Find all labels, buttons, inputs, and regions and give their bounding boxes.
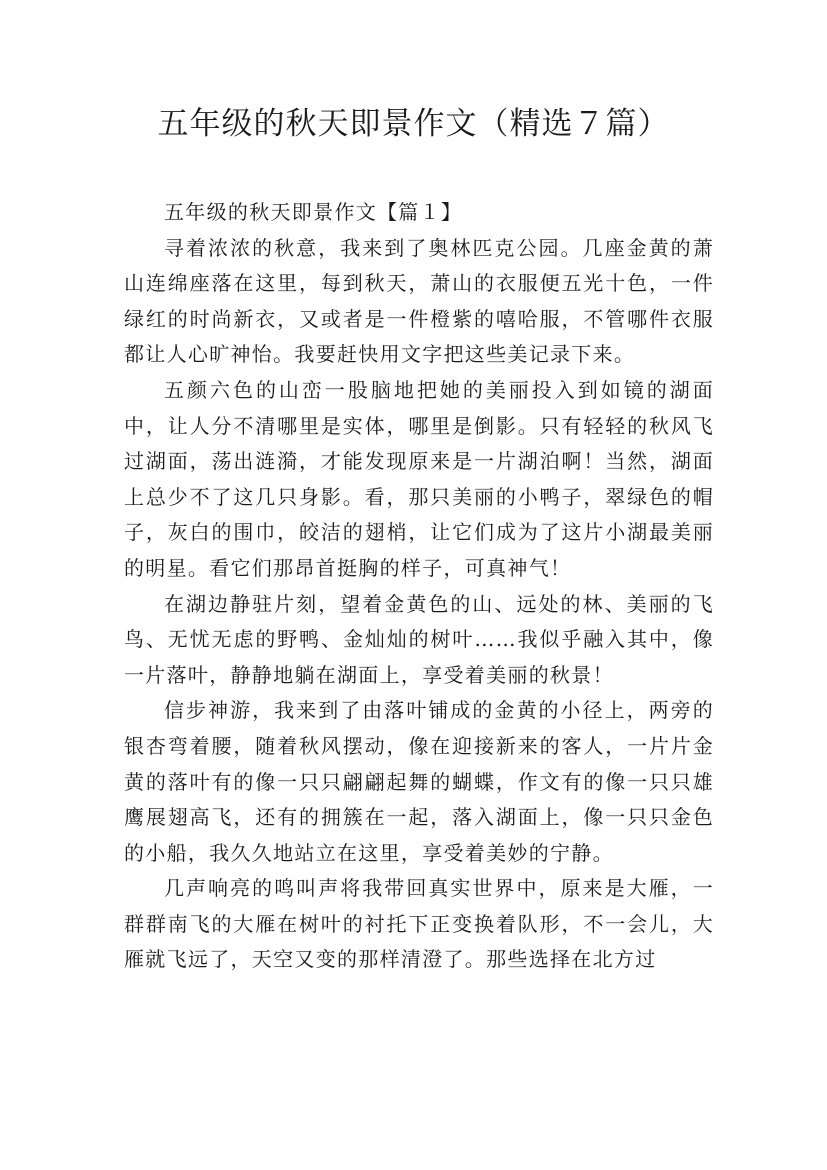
paragraph: 几声响亮的鸣叫声将我带回真实世界中，原来是大雁，一群群南飞的大雁在树叶的衬托下正变换着队形，不一会儿，大雁就飞远了，天空又变的那样清澄了。那些选择在北方过 [124, 876, 714, 972]
paragraph: 信步神游，我来到了由落叶铺成的金黄的小径上，两旁的银杏弯着腰，随着秋风摆动，像在迎接新来的客人，一片片金黄的落叶有的像一只只翩翩起舞的蝴蝶，作文有的像一只只雄鹰展翅高飞，还有的拥簇在一起，落入湖面上，像一只只金色的小船，我久久地站立在这里，享受着美妙的宁静。 [124, 698, 714, 865]
paragraph: 在湖边静驻片刻，望着金黄色的山、远处的林、美丽的飞鸟、无忧无虑的野鸭、金灿灿的树叶……我似乎融入其中，像一片落叶，静静地躺在湖面上，享受着美丽的秋景！ [124, 591, 714, 687]
paragraph: 寻着浓浓的秋意，我来到了奥林匹克公园。几座金黄的萧山连绵座落在这里，每到秋天，萧山的衣服便五光十色，一件绿红的时尚新衣，又或者是一件橙紫的嘻哈服，不管哪件衣服都让人心旷神怡。我要赶快用文字把这些美记录下来。 [124, 235, 714, 367]
document-body [124, 195, 714, 978]
document-title: 五年级的秋天即景作文（精选７篇） [157, 106, 670, 142]
section-heading: 五年级的秋天即景作文【篇１】 [164, 200, 463, 224]
paragraph: 五颜六色的山峦一股脑地把她的美丽投入到如镜的湖面中，让人分不清哪里是实体，哪里是倒影。只有轻轻的秋风飞过湖面，荡出涟漪，才能发现原来是一片湖泊啊！当然，湖面上总少不了这几只身影。看，那只美丽的小鸭子，翠绿色的帽子，灰白的围巾，皎洁的翅梢，让它们成为了这片小湖最美丽的明星。看它们那昂首挺胸的样子，可真神气！ [124, 377, 714, 580]
